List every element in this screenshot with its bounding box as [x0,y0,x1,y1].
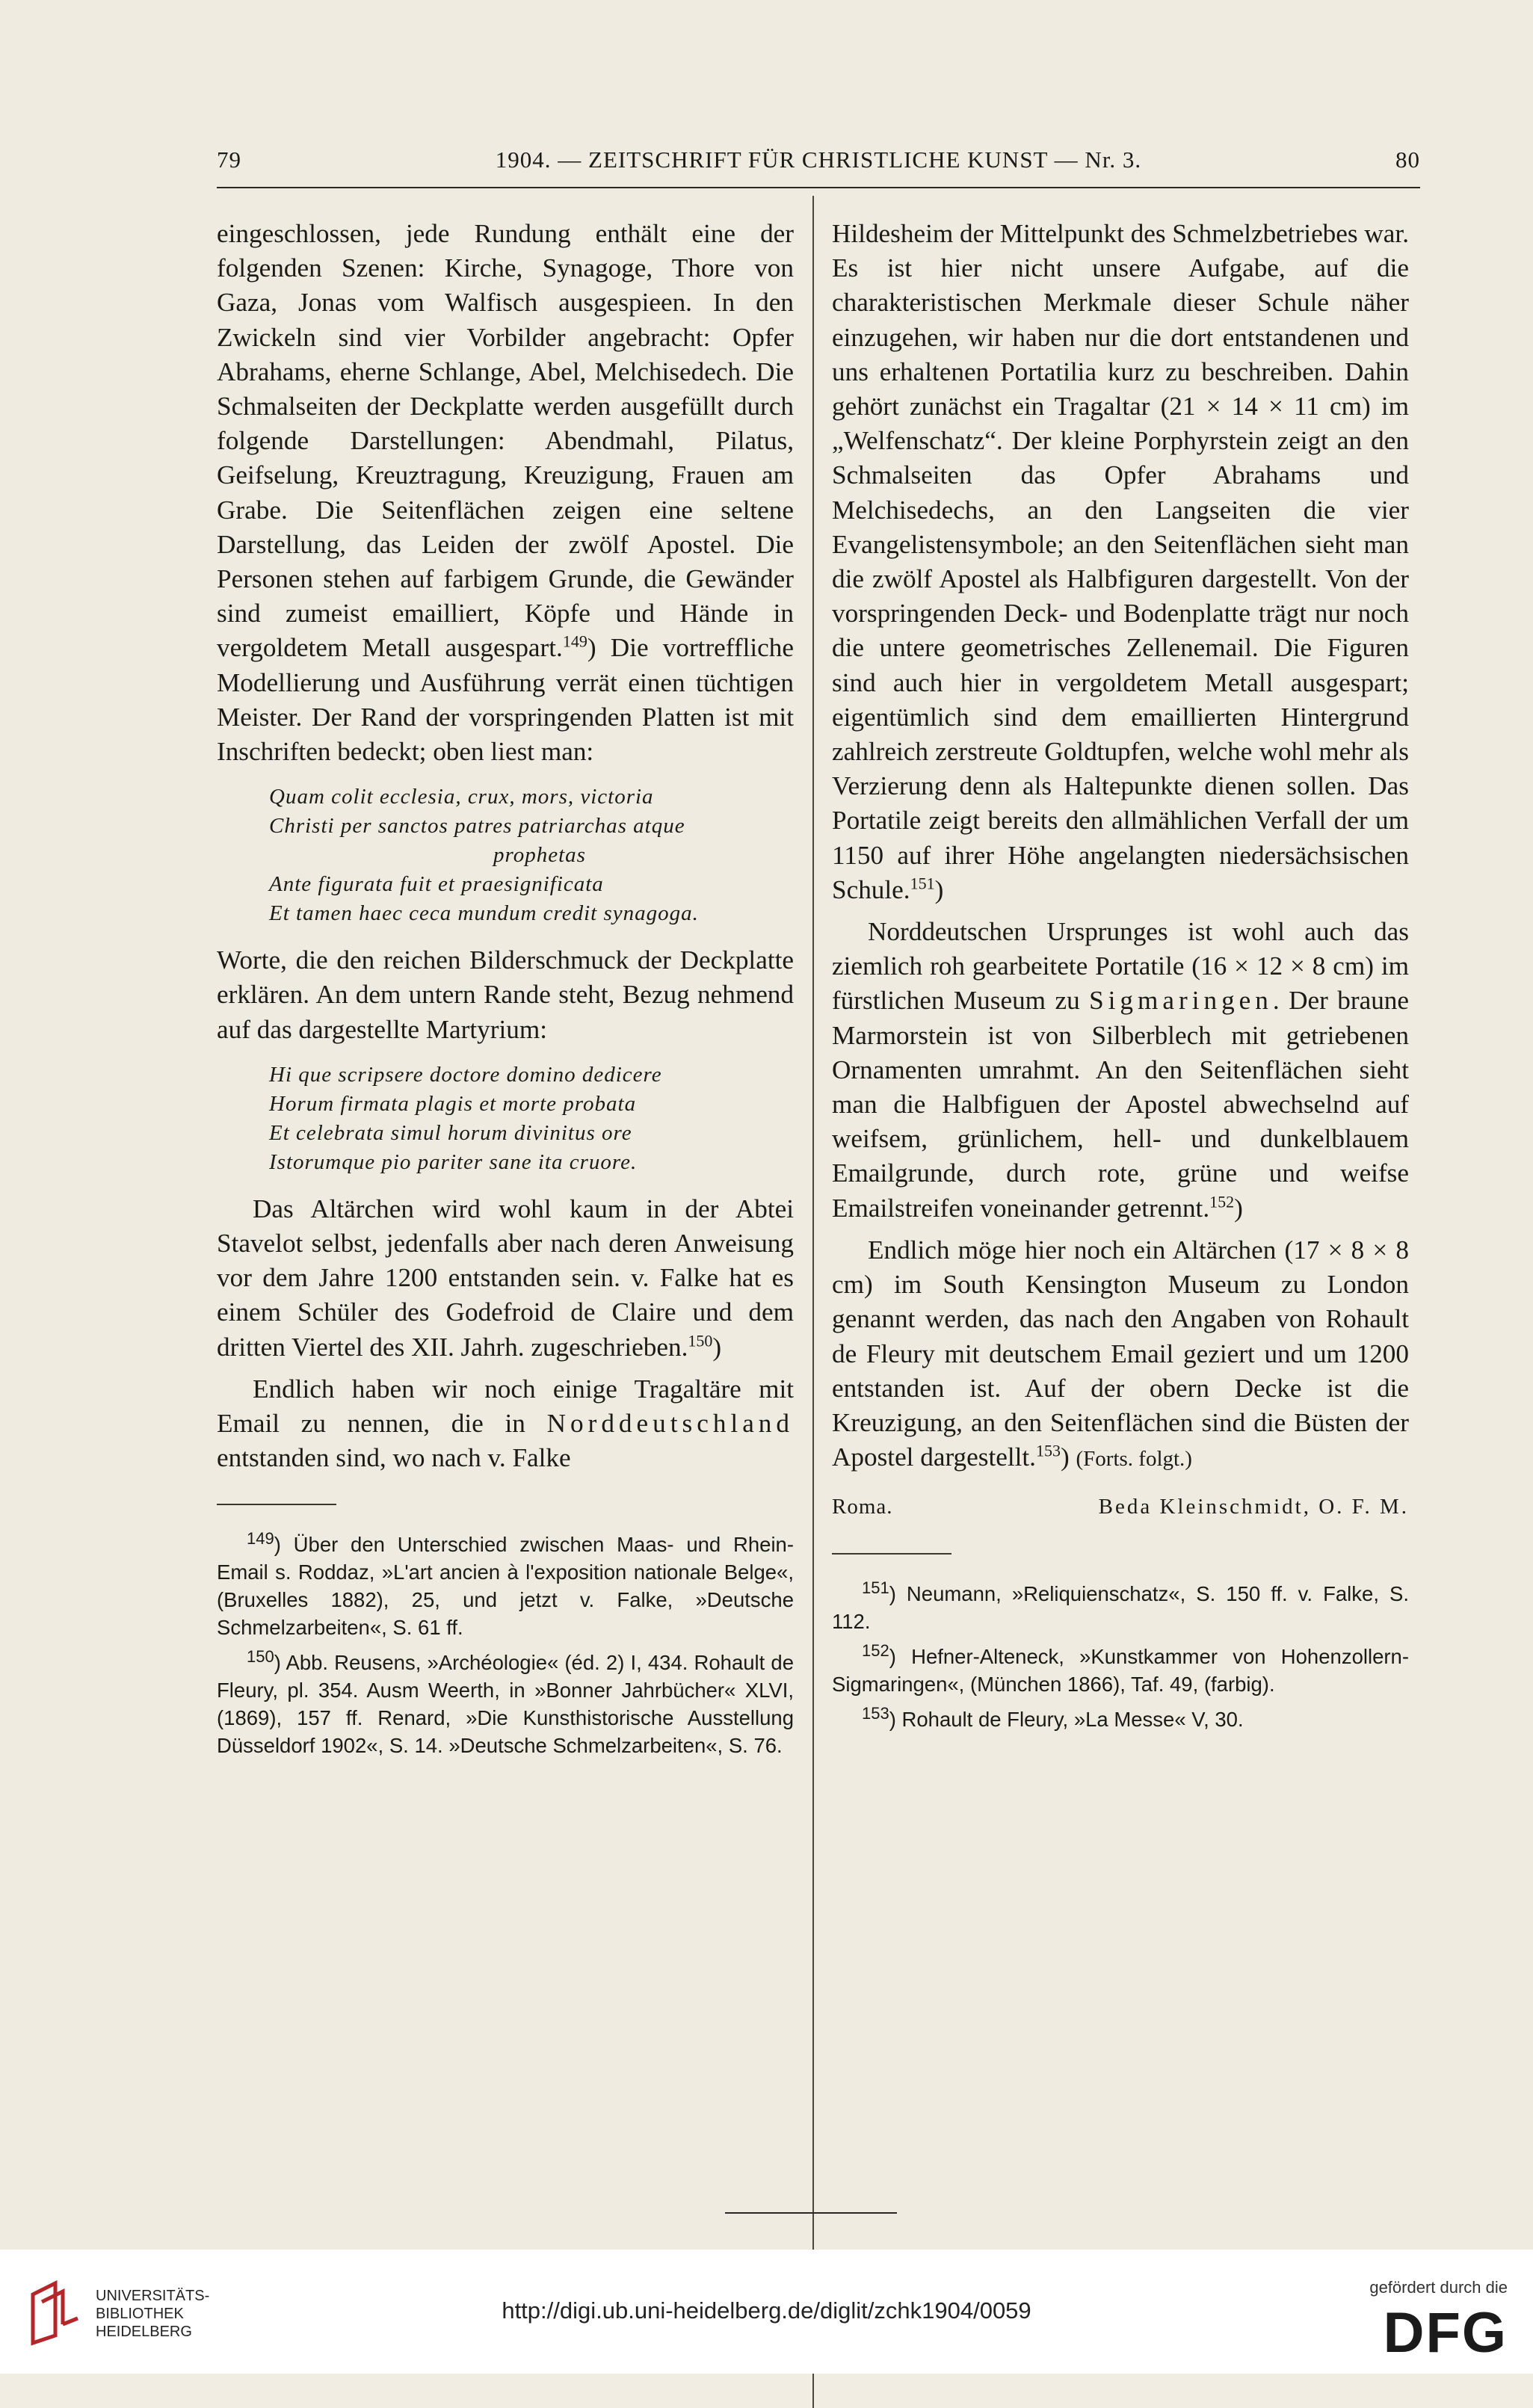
dfg-logo: DFG [1383,2301,1508,2365]
left-paragraph-1: eingeschlossen, jede Rundung enthält eine der folgenden Szenen: Kirche, Synagoge, Thore von Gaza, Jonas vom Walfisch ausgespieen. In den Zwickeln sind vier Vorbilder angebracht: Opfer Abrahams, eherne Schlange, Abel, Melchisedech. Die Schmalseiten der Deckplatte werden ausgefüllt durch folgende Darstellungen: Abendmahl, Pilatus, Geifselung, Kreuztragung, Kreuzigung, Frauen am Grabe. Die Seitenflächen zeigen eine seltene Darstellung, das Leiden der zwölf Apostel. Die Personen stehen auf farbigem Grunde, die Gewänder sind zumeist emailliert, Köpfe und Hände in vergoldetem Metall ausgespart.$^{149}$) Die vortreffliche Modellierung und Ausführung verrät einen tüchtigen Meister. Der Rand der vorspringenden Platten ist mit Inschriften bedeckt; oben liest man: [217,219,794,767]
left-column [217,217,794,1767]
footnote-rule [217,1504,336,1505]
page-number-right: 80 [1395,146,1420,173]
author-signature: Roma. Beda Kleinschmidt, O. F. M. [832,1495,1409,1519]
footnote: $^{152}$) Hefner-Alteneck, »Kunstkammer von Hohenzollern-Sigmaringen«, (München 1866), Taf. 49, (farbig). [832,1640,1409,1696]
footnote-ref[interactable]: 151 [910,874,935,893]
footnote-ref[interactable]: 152 [1209,1191,1235,1211]
digitization-footer [0,2250,1533,2374]
journal-title: 1904. — ZEITSCHRIFT FÜR CHRISTLICHE KUNST — Nr. 3. [495,146,1142,173]
running-header [217,146,1420,184]
funding-caption: gefördert durch die [1369,2278,1508,2297]
left-paragraph-3: Das Altärchen wird wohl kaum in der Abtei Stavelot selbst, jedenfalls aber nach deren Anweisung vor dem Jahre 1200 entstanden sein. v. Falke hat es einem Schüler des Godefroid de Claire und dem dritten Viertel des XII. Jahrh. zugeschrieben.$^{150}$) [217,1194,794,1362]
footnote-ref[interactable]: 149 [562,632,587,651]
right-footnotes [832,1580,1409,1733]
left-paragraph-4: Endlich haben wir noch einige Tragaltäre mit Email zu nennen, die in Norddeutschland entstanden sind, wo nach v. Falke [217,1374,794,1473]
left-paragraph-2: Worte, die den reichen Bilderschmuck der Deckplatte erklären. An dem untern Rande steht, Bezug nehmend auf das dargestellte Martyrium: [217,945,794,1044]
right-paragraph-2: Norddeutschen Ursprunges ist wohl auch das ziemlich roh gearbeitete Portatile (16 × 12 × 8 cm) im fürstlichen Museum zu Sigmaringen. Der braune Marmorstein ist von Silberblech mit getriebenen Ornamenten umrahmt. An den Seitenflächen sieht man die Halbfiguen der Apostel abwechselnd auf weifsem, grünlichem, hell- und dunkelblauem Emailgrunde, durch rote, grüne und weifse Emailstreifen voneinander getrennt.$^{152}$) [832,917,1410,1223]
footnote-ref[interactable]: 150 [688,1330,713,1350]
right-paragraph-1: Hildesheim der Mittelpunkt des Schmelzbetriebes war. Es ist hier nicht unsere Aufgabe, auf die charakteristischen Merkmale dieser Schule näher einzugehen, wir haben nur die dort entstandenen und uns erhaltenen Portatilia kurz zu beschreiben. Dahin gehört zunächst ein Tragaltar (21 × 14 × 11 cm) im „Welfenschatz“. Der kleine Porphyrstein zeigt an den Schmalseiten das Opfer Abrahams und Melchisedechs, an den Langseiten die vier Evangelistensymbole; an den Seitenflächen sieht man die zwölf Apostel als Halbfiguren dargestellt. Von der vorspringenden Deck- und Bodenplatte trägt nur noch die untere geometrisches Zellenemail. Die Figuren sind auch hier in vergoldetem Metall ausgespart; eigentümlich sind dem emaillierten Hintergrund zahlreich zerstreute Goldtupfen, welche wohl mehr als Verzierung denn als Haltepunkte dienen sollen. Das Portatile zeigt bereits den allmählichen Verfall der um 1150 auf ihrer Höhe angelangten niedersächsischen Schule.$^{151}$) [832,219,1409,904]
right-paragraph-3: Endlich möge hier noch ein Altärchen (17 × 8 × 8 cm) im South Kensington Museum zu London genannt werden, das nach den Angaben von Rohault de Fleury mit deutschem Email geziert und um 1200 entstanden ist. Auf der obern Decke ist die Kreuzigung, an den Seitenflächen sind die Büsten der Apostel dargestellt.$^{153}$) (Forts. folgt.) [832,1235,1409,1472]
header-rule [217,187,1420,188]
page-number-left: 79 [217,146,241,173]
footnote: $^{153}$) Rohault de Fleury, »La Messe« V, 30. [862,1703,1244,1731]
left-footnotes [217,1531,794,1759]
source-url-link[interactable]: http://digi.ub.uni-heidelberg.de/diglit/zchk1904/0059 [502,2297,1031,2324]
inscription-quote-1: Quam colit ecclesia, crux, mors, victoria Christi per sanctos patres patriarchas atque prophetas Ante figurata fuit et praesignificata Et tamen haec ceca mundum credit synagoga. [269,785,699,926]
footnote-rule [832,1553,951,1555]
footnote: $^{151}$) Neumann, »Reliquienschatz«, S. 150 ff. v. Falke, S. 112. [832,1578,1409,1633]
end-rule [725,2212,897,2214]
column-divider [812,196,814,2408]
footnote: $^{149}$) Über den Unterschied zwischen Maas- und Rhein-Email s. Roddaz, »L'art ancien à l'exposition nationale Belge«, (Bruxelles 1882), 25, und jetzt v. Falke, »Deutsche Schmelzarbeiten«, S. 61 ff. [217,1529,794,1640]
right-column [832,217,1409,1741]
library-name: UNIVERSITÄTS- BIBLIOTHEK HEIDELBERG [96,2288,210,2340]
footnote-ref[interactable]: 153 [1035,1441,1061,1460]
inscription-quote-2: Hi que scripsere doctore domino dedicere Horum firmata plagis et morte probata Et celebrata simul horum divinitus ore Istorumque pio pariter sane ita cruore. [269,1062,662,1174]
footnote: $^{150}$) Abb. Reusens, »Archéologie« (éd. 2) I, 434. Rohault de Fleury, pl. 354. Ausm Weerth, in »Bonner Jahrbücher« XLVI, (1869), 157 ff. Renard, »Die Kunsthistorische Ausstellung Düsseldorf 1902«, S. 14. »Deutsche Schmelzarbeiten«, S. 76. [217,1647,794,1758]
continuation-note: (Forts. folgt.) [1076,1447,1192,1472]
